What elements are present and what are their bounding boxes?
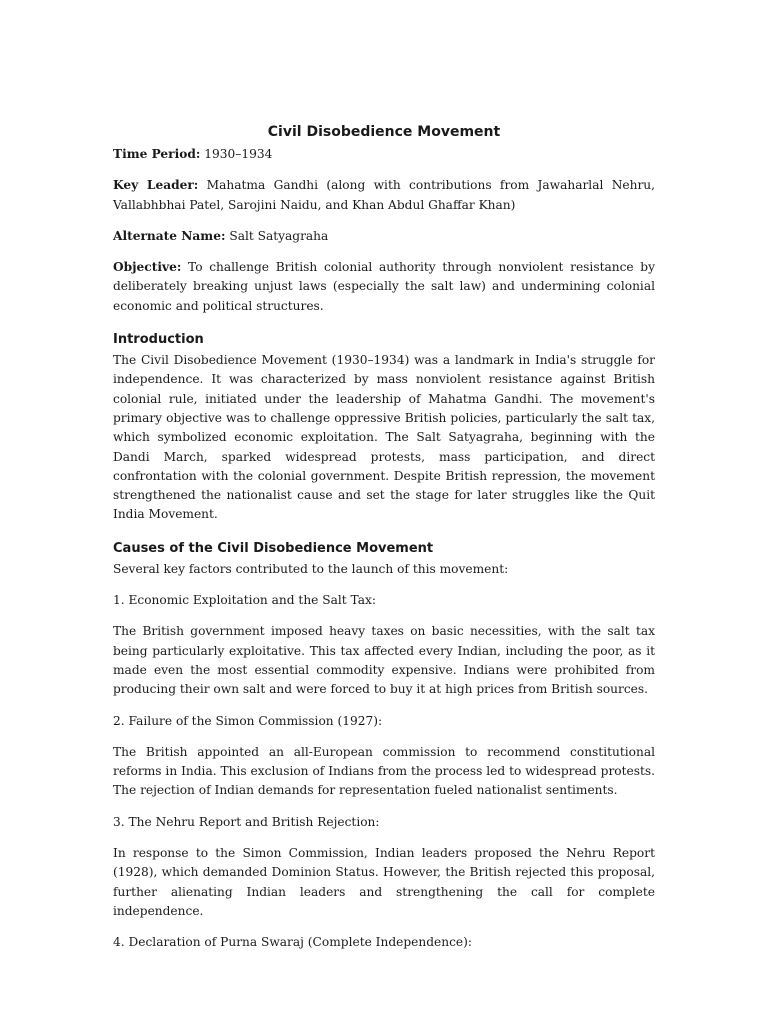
cause-text: The British government imposed heavy taxes on basic necessities, with the salt tax being particularly exploitative. This tax affected every Indian, including the poor, as it made even the most essential commodity expensive. Indians were prohibited from producing their own salt and were forced to buy it at high prices from British sources.	[113, 624, 655, 697]
document-body	[113, 122, 655, 965]
alternate-name-label: Alternate Name:	[113, 228, 226, 243]
time-period-value: 1930–1934	[200, 147, 273, 161]
introduction-text: The Civil Disobedience Movement (1930–1934) was a landmark in India's struggle for independence. It was characterized by mass nonviolent resistance against British colonial rule, initiated under the leadership of Mahatma Gandhi. The movement's primary objective was to challenge oppressive British policies, particularly the salt tax, which symbolized economic exploitation. The Salt Satyagraha, beginning with the Dandi March, sparked widespread protests, mass participation, and direct confrontation with the colonial government. Despite British repression, the movement strengthened the nationalist cause and set the stage for later struggles like the Quit India Movement.	[113, 353, 655, 522]
introduction-heading: Introduction	[113, 332, 204, 348]
objective-value: To challenge British colonial authority through nonviolent resistance by deliberately breaking unjust laws (especially the salt law) and undermining colonial economic and political structures.	[113, 260, 655, 313]
cause-title: 1. Economic Exploitation and the Salt Tax:	[113, 593, 376, 608]
time-period-label: Time Period:	[113, 147, 201, 161]
key-leader-value: Mahatma Gandhi (along with contributions from Jawaharlal Nehru, Vallabhbhai Patel, Sarojini Naidu, and Khan Abdul Ghaffar Khan)	[113, 178, 655, 212]
key-leader-field	[113, 176, 655, 215]
document-title: Civil Disobedience Movement	[267, 124, 501, 140]
causes-heading: Causes of the Civil Disobedience Movement	[113, 540, 434, 556]
alternate-name-field	[113, 227, 655, 246]
key-leader-label: Key Leader:	[113, 178, 199, 193]
objective-field	[113, 258, 655, 316]
cause-text: In response to the Simon Commission, Indian leaders proposed the Nehru Report (1928), which demanded Dominion Status. However, the British rejected this proposal, further alienating Indian leaders and strengthening the call for complete independence.	[113, 846, 655, 918]
cause-title: 4. Declaration of Purna Swaraj (Complete Independence):	[113, 935, 472, 950]
objective-label: Objective:	[113, 260, 182, 275]
cause-title: 3. The Nehru Report and British Rejection:	[113, 814, 380, 829]
cause-title: 2. Failure of the Simon Commission (1927):	[113, 713, 383, 728]
alternate-name-value: Salt Satyagraha	[225, 228, 329, 243]
cause-text: The British appointed an all-European commission to recommend constitutional reforms in India. This exclusion of Indians from the process led to widespread protests. The rejection of Indian demands for representation fueled nationalist sentiments.	[113, 744, 655, 798]
time-period-field	[113, 145, 655, 164]
causes-intro: Several key factors contributed to the launch of this movement:	[113, 561, 509, 576]
